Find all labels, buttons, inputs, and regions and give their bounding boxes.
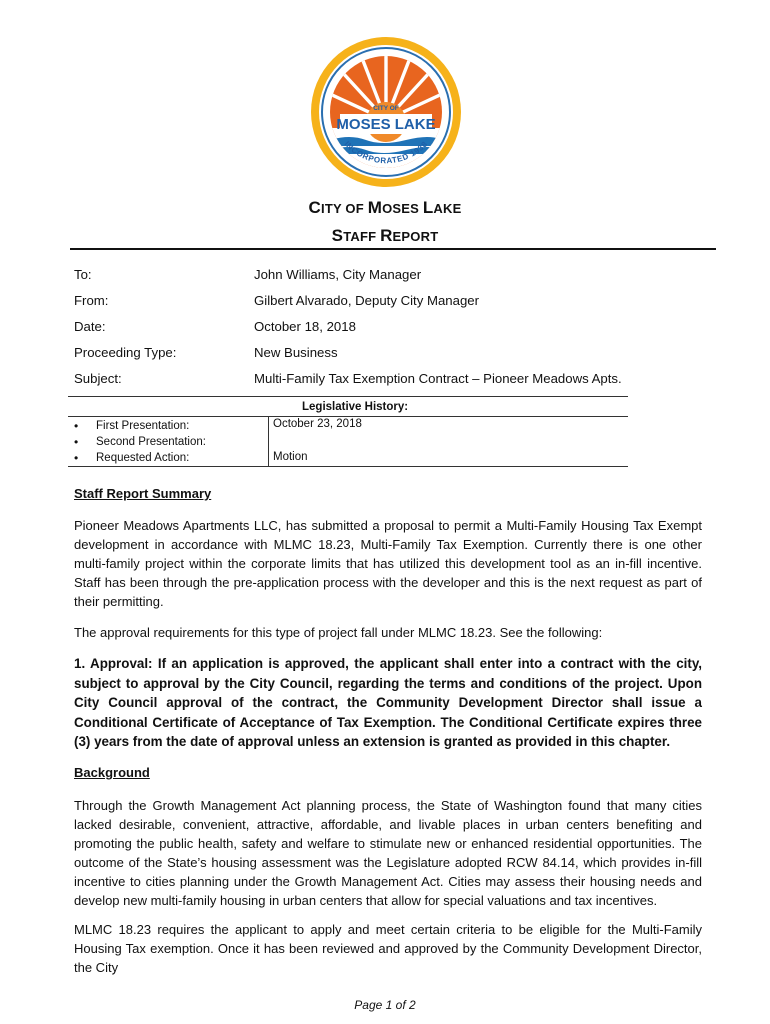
header-label: Proceeding Type: <box>74 345 177 360</box>
legislative-mid-rule <box>68 416 628 417</box>
document-subtitle: STAFF REPORT <box>331 226 439 245</box>
legislative-value: October 23, 2018 <box>273 418 362 430</box>
section-heading-summary: Staff Report Summary <box>74 486 212 501</box>
header-value: Gilbert Alvarado, Deputy City Manager <box>254 293 480 308</box>
legislative-top-rule <box>68 396 628 397</box>
bullet-icon: • <box>74 451 79 465</box>
city-seal-logo <box>310 36 462 188</box>
seal-incorporated: INCORPORATED 1938 <box>342 139 430 166</box>
seal-city-of: CITY OF <box>373 105 399 112</box>
header-label: Subject: <box>74 371 122 386</box>
summary-requirements-paragraph: The approval requirements for this type of project fall under MLMC 18.23. See the following: <box>74 625 603 640</box>
background-paragraph: Through the Growth Management Act planning process, the State of Washington found that many cities lacked desirable, convenient, attractive, affordable, and livable places in urban centers benefiting and promoting the public health, safety and welfare to stimulate new or enhanced residential opportunities. The outcome of the State’s housing assessment was the Legislature adopted RCW 84.14, which provides in-fill incentive to cities planning under the Growth Management Act. Cities may assess their housing needs and develop new multi-family housing in urban centers that allow for special valuations and tax incentives. <box>74 798 702 908</box>
document-title: CITY OF MOSES LAKE <box>308 198 462 217</box>
bullet-icon: • <box>74 419 79 433</box>
section-heading-background: Background <box>74 765 150 780</box>
legislative-value: Motion <box>273 451 308 463</box>
bullet-icon: • <box>74 435 79 449</box>
legislative-column-divider <box>268 416 269 466</box>
legislative-bottom-rule <box>68 466 628 467</box>
header-label: Date: <box>74 319 106 334</box>
page-number: Page 1 of 2 <box>354 998 416 1012</box>
header-value: October 18, 2018 <box>254 319 356 334</box>
background-paragraph-2: MLMC 18.23 requires the applicant to apply and meet certain criteria to be eligible for the Multi-Family Housing Tax exemption. Once it has been reviewed and approved by the Community Development Director, the City <box>74 922 702 975</box>
approval-clause: 1. Approval: If an application is approved, the applicant shall enter into a contract with the city, subject to approval by the City Council, regarding the terms and conditions of the project. Upon City Council approval of the contract, the Community Development Director shall issue a Conditional Certificate of Acceptance of Tax Exemption. The Conditional Certificate expires three (3) years from the date of approval unless an extension is granted as provided in this chapter. <box>74 656 702 749</box>
header-label: To: <box>74 267 92 282</box>
header-value: Multi-Family Tax Exemption Contract – Pioneer Meadows Apts. <box>254 371 622 386</box>
header-value: John Williams, City Manager <box>254 267 422 282</box>
legislative-heading: Legislative History: <box>302 401 409 413</box>
summary-paragraph: Pioneer Meadows Apartments LLC, has submitted a proposal to permit a Multi-Family Housing Tax Exempt development in accordance with MLMC 18.23, Multi-Family Tax Exemption. Currently there is one other multi-family project within the corporate limits that has utilized this development tool as an in-fill incentive. Staff has been through the pre-application process with the developer and this is the next request as part of their permitting. <box>74 518 702 609</box>
seal-name: MOSES LAKE <box>336 116 436 133</box>
header-value: New Business <box>254 345 338 360</box>
header-label: From: <box>74 293 109 308</box>
title-divider <box>70 248 716 250</box>
